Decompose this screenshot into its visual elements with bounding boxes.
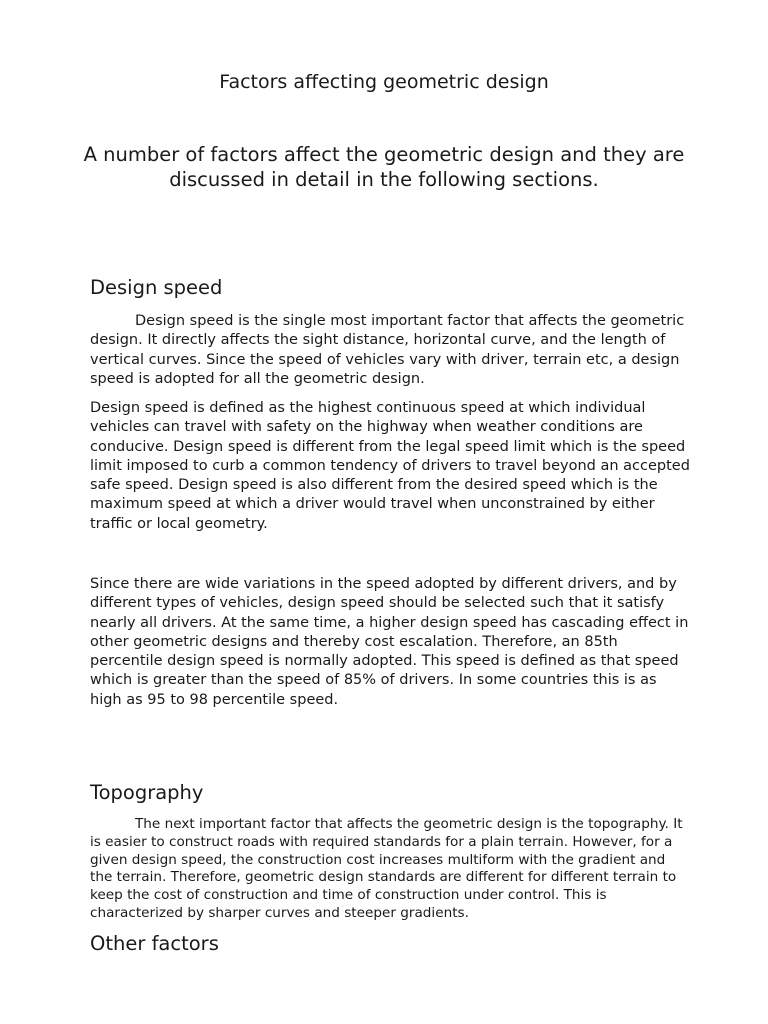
heading-design-speed: Design speed: [90, 276, 223, 299]
document-title: Factors affecting geometric design: [219, 71, 549, 93]
document-intro: A number of factors affect the geometric design and they are discussed in detail in the following sections.: [83, 143, 685, 191]
heading-other-factors: Other factors: [90, 932, 219, 955]
topography-paragraph: The next important factor that affects the geometric design is the topography. It is easier to construct roads with required standards for a plain terrain. However, for a given design speed, the construction cost increases multiform with the gradient and the terrain. Therefore, geometric design standards are different for different terrain to keep the cost of construction and time of construction under control. This is characterized by sharper curves and steeper gradients.: [90, 816, 683, 921]
heading-topography: Topography: [90, 781, 204, 804]
design-speed-paragraph-2: Design speed is defined as the highest continuous speed at which individual vehicles can travel with safety on the highway when weather conditions are conducive. Design speed is different from the legal speed limit which is the speed limit imposed to curb a common tendency of drivers to travel beyond an accepted safe speed. Design speed is also different from the desired speed which is the maximum speed at which a driver would travel when unconstrained by either traffic or local geometry.: [90, 400, 690, 532]
design-speed-paragraph-3: Since there are wide variations in the speed adopted by different drivers, and by different types of vehicles, design speed should be selected such that it satisfy nearly all drivers. At the same time, a higher design speed has cascading effect in other geometric designs and thereby cost escalation. Therefore, an 85th percentile design speed is normally adopted. This speed is defined as that speed which is greater than the speed of 85% of drivers. In some countries this is as high as 95 to 98 percentile speed.: [90, 576, 689, 708]
design-speed-paragraph-1: Design speed is the single most important factor that affects the geometric design. It directly affects the sight distance, horizontal curve, and the length of vertical curves. Since the speed of vehicles vary with driver, terrain etc, a design speed is adopted for all the geometric design.: [90, 313, 685, 387]
